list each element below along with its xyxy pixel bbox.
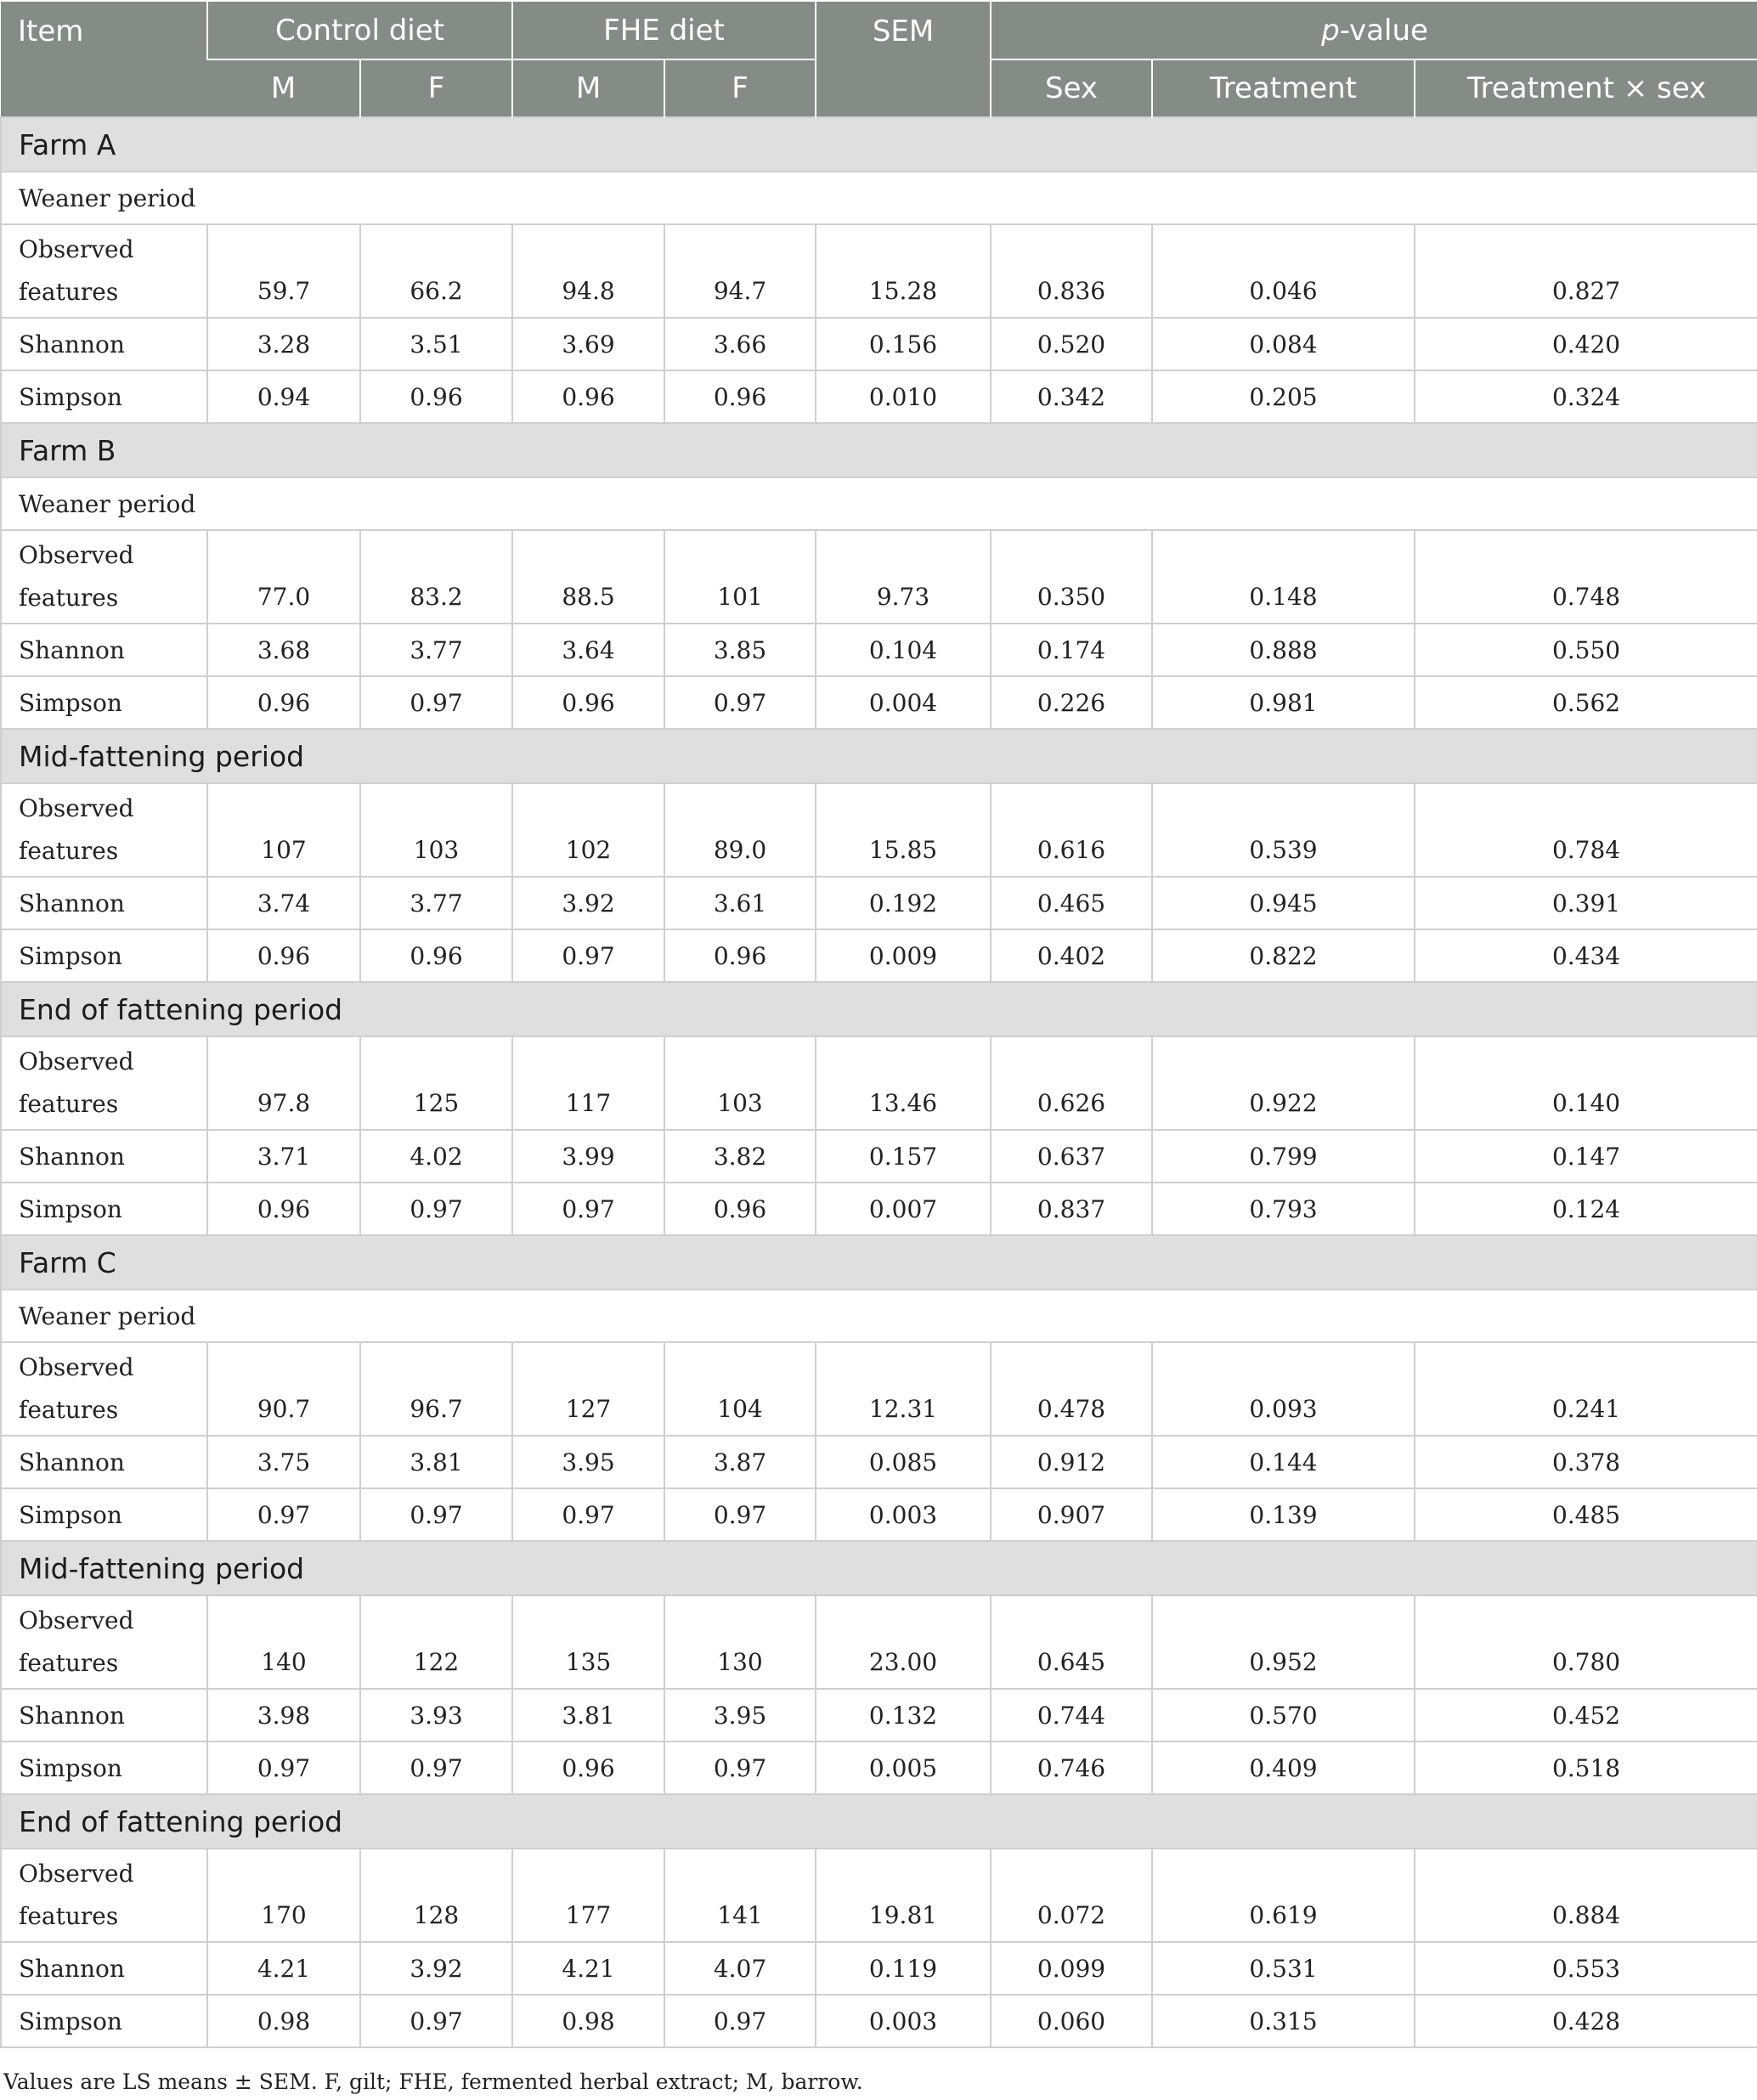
row-label-line: Observed xyxy=(19,1047,134,1075)
table-cell: 3.77 xyxy=(360,877,512,929)
table-cell: 3.99 xyxy=(512,1130,664,1183)
table-row xyxy=(1,877,1757,929)
table-cell: 0.981 xyxy=(1152,676,1415,729)
table-cell: 23.00 xyxy=(816,1595,991,1689)
table-cell: 94.7 xyxy=(664,224,816,318)
table-cell: 0.060 xyxy=(991,1995,1152,2047)
table-cell: 0.003 xyxy=(816,1488,991,1541)
table-cell: 0.378 xyxy=(1415,1436,1757,1488)
table-cell: 0.147 xyxy=(1415,1130,1757,1183)
table-cell: 89.0 xyxy=(664,783,816,877)
table-cell: 101 xyxy=(664,530,816,624)
table-cell: 3.71 xyxy=(207,1130,360,1183)
table-row xyxy=(1,1036,1757,1130)
table-cell: 4.21 xyxy=(512,1942,664,1995)
table-cell: 0.010 xyxy=(816,370,991,423)
table-cell: 3.95 xyxy=(512,1436,664,1488)
table-cell: 0.945 xyxy=(1152,877,1415,929)
table-cell: 0.409 xyxy=(1152,1742,1415,1794)
row-label-line: features xyxy=(19,1396,119,1424)
table-cell: 0.192 xyxy=(816,877,991,929)
section-label: Farm C xyxy=(1,1235,1757,1290)
table-cell: 0.616 xyxy=(991,783,1152,877)
table-cell: 0.97 xyxy=(360,1995,512,2047)
header-interaction: Treatment × sex xyxy=(1415,59,1757,117)
table-cell: 0.174 xyxy=(991,624,1152,676)
row-label-line: features xyxy=(19,1090,119,1118)
header-p-value xyxy=(991,2,1757,59)
row-label-line: Shannon xyxy=(19,1142,125,1171)
table-row xyxy=(1,929,1757,982)
table-cell: 0.799 xyxy=(1152,1130,1415,1183)
table-cell: 3.98 xyxy=(207,1689,360,1742)
row-label-line: Observed xyxy=(19,1353,134,1381)
table-cell: 0.748 xyxy=(1415,530,1757,624)
table-cell: 0.97 xyxy=(664,1488,816,1541)
table-cell: 0.531 xyxy=(1152,1942,1415,1995)
table-cell: 0.518 xyxy=(1415,1742,1757,1794)
table-cell: 0.626 xyxy=(991,1036,1152,1130)
table-cell: 0.148 xyxy=(1152,530,1415,624)
table-cell: 59.7 xyxy=(207,224,360,318)
row-label-line: Observed xyxy=(19,1606,134,1634)
header-sem: SEM xyxy=(816,2,991,117)
table-cell: 3.95 xyxy=(664,1689,816,1742)
section-label: End of fattening period xyxy=(1,1794,1757,1849)
table-cell: 122 xyxy=(360,1595,512,1689)
table-cell: 4.21 xyxy=(207,1942,360,1995)
table-cell: 3.61 xyxy=(664,877,816,929)
table-row xyxy=(1,783,1757,877)
table-cell: 0.96 xyxy=(360,929,512,982)
table-cell: 0.97 xyxy=(512,929,664,982)
table-cell: 0.350 xyxy=(991,530,1152,624)
table-cell: 0.97 xyxy=(512,1488,664,1541)
table-cell: 0.97 xyxy=(207,1488,360,1541)
row-label-line: features xyxy=(19,1902,119,1930)
row-label xyxy=(1,929,207,982)
table-cell: 127 xyxy=(512,1342,664,1436)
table-cell: 107 xyxy=(207,783,360,877)
row-label-line: Simpson xyxy=(19,2007,122,2035)
table-row xyxy=(1,1942,1757,1995)
table-cell: 0.97 xyxy=(664,1995,816,2047)
table-cell: 0.96 xyxy=(664,370,816,423)
row-label xyxy=(1,1488,207,1541)
table-cell: 13.46 xyxy=(816,1036,991,1130)
row-label-line: features xyxy=(19,837,119,865)
alpha-diversity-table xyxy=(0,2,1757,2048)
table-cell: 135 xyxy=(512,1595,664,1689)
row-label xyxy=(1,1849,207,1942)
header-control-diet: Control diet xyxy=(207,2,512,59)
table-cell: 0.97 xyxy=(360,1742,512,1794)
table-row xyxy=(1,1342,1757,1436)
table-cell: 3.74 xyxy=(207,877,360,929)
table-cell: 0.784 xyxy=(1415,783,1757,877)
table-cell: 0.827 xyxy=(1415,224,1757,318)
table-cell: 0.570 xyxy=(1152,1689,1415,1742)
row-label xyxy=(1,1130,207,1183)
header-p-suffix: -value xyxy=(1339,13,1428,48)
row-label xyxy=(1,1036,207,1130)
table-cell: 3.81 xyxy=(360,1436,512,1488)
period-label: Weaner period xyxy=(1,477,1757,530)
table-cell: 130 xyxy=(664,1595,816,1689)
table-cell: 177 xyxy=(512,1849,664,1942)
section-row xyxy=(1,1235,1757,1290)
table-cell: 0.645 xyxy=(991,1595,1152,1689)
table-cell: 0.157 xyxy=(816,1130,991,1183)
table-cell: 0.97 xyxy=(512,1183,664,1235)
table-cell: 77.0 xyxy=(207,530,360,624)
table-cell: 0.746 xyxy=(991,1742,1152,1794)
section-label: Farm A xyxy=(1,117,1757,172)
table-cell: 0.98 xyxy=(207,1995,360,2047)
table-cell: 0.884 xyxy=(1415,1849,1757,1942)
table-cell: 0.793 xyxy=(1152,1183,1415,1235)
table-cell: 4.02 xyxy=(360,1130,512,1183)
table-cell: 0.324 xyxy=(1415,370,1757,423)
table-cell: 0.619 xyxy=(1152,1849,1415,1942)
table-cell: 0.94 xyxy=(207,370,360,423)
row-label-line: Shannon xyxy=(19,1448,125,1476)
table-cell: 0.005 xyxy=(816,1742,991,1794)
table-cell: 140 xyxy=(207,1595,360,1689)
table-cell: 0.98 xyxy=(512,1995,664,2047)
header-fhe-diet: FHE diet xyxy=(512,2,816,59)
row-label-line: Simpson xyxy=(19,1194,122,1223)
table-cell: 15.28 xyxy=(816,224,991,318)
header-item: Item xyxy=(1,2,207,117)
table-cell: 103 xyxy=(664,1036,816,1130)
table-cell: 0.205 xyxy=(1152,370,1415,423)
table-cell: 0.104 xyxy=(816,624,991,676)
table-cell: 0.140 xyxy=(1415,1036,1757,1130)
header-fhe-m: M xyxy=(512,59,664,117)
row-label-line: features xyxy=(19,1649,119,1677)
table-row xyxy=(1,370,1757,423)
header-control-m: M xyxy=(207,59,360,117)
table-cell: 12.31 xyxy=(816,1342,991,1436)
row-label xyxy=(1,530,207,624)
table-cell: 0.912 xyxy=(991,1436,1152,1488)
table-row xyxy=(1,624,1757,676)
row-label-line: Simpson xyxy=(19,688,122,717)
table-cell: 0.241 xyxy=(1415,1342,1757,1436)
row-label-line: Simpson xyxy=(19,382,122,411)
table-cell: 90.7 xyxy=(207,1342,360,1436)
table-cell: 3.92 xyxy=(512,877,664,929)
table-cell: 3.93 xyxy=(360,1689,512,1742)
row-label xyxy=(1,1183,207,1235)
table-cell: 125 xyxy=(360,1036,512,1130)
table-cell: 0.144 xyxy=(1152,1436,1415,1488)
table-row xyxy=(1,1183,1757,1235)
table-cell: 0.520 xyxy=(991,318,1152,370)
table-cell: 0.539 xyxy=(1152,783,1415,877)
table-cell: 3.75 xyxy=(207,1436,360,1488)
table-row xyxy=(1,1742,1757,1794)
table-cell: 0.434 xyxy=(1415,929,1757,982)
table-cell: 0.428 xyxy=(1415,1995,1757,2047)
header-fhe-f: F xyxy=(664,59,816,117)
period-row xyxy=(1,172,1757,224)
table-cell: 3.66 xyxy=(664,318,816,370)
table-cell: 0.046 xyxy=(1152,224,1415,318)
table-cell: 0.085 xyxy=(816,1436,991,1488)
table-cell: 9.73 xyxy=(816,530,991,624)
table-cell: 170 xyxy=(207,1849,360,1942)
table-cell: 0.156 xyxy=(816,318,991,370)
period-row xyxy=(1,1290,1757,1342)
table-cell: 0.003 xyxy=(816,1995,991,2047)
table-row xyxy=(1,1130,1757,1183)
table-cell: 0.96 xyxy=(512,676,664,729)
row-label xyxy=(1,624,207,676)
table-cell: 0.342 xyxy=(991,370,1152,423)
table-cell: 3.51 xyxy=(360,318,512,370)
table-body xyxy=(1,117,1757,2047)
table-row xyxy=(1,1436,1757,1488)
section-row xyxy=(1,1794,1757,1849)
table-cell: 0.888 xyxy=(1152,624,1415,676)
table-row xyxy=(1,1595,1757,1689)
table-cell: 0.226 xyxy=(991,676,1152,729)
row-label xyxy=(1,1742,207,1794)
row-label xyxy=(1,676,207,729)
table-cell: 3.81 xyxy=(512,1689,664,1742)
table-cell: 0.96 xyxy=(512,370,664,423)
table-cell: 102 xyxy=(512,783,664,877)
table-cell: 0.562 xyxy=(1415,676,1757,729)
section-label: Mid-fattening period xyxy=(1,1541,1757,1595)
table-cell: 0.485 xyxy=(1415,1488,1757,1541)
table-cell: 0.132 xyxy=(816,1689,991,1742)
row-label xyxy=(1,370,207,423)
period-label: Weaner period xyxy=(1,1290,1757,1342)
table-cell: 0.009 xyxy=(816,929,991,982)
table-cell: 0.465 xyxy=(991,877,1152,929)
table-cell: 104 xyxy=(664,1342,816,1436)
table-cell: 128 xyxy=(360,1849,512,1942)
row-label xyxy=(1,1995,207,2047)
table-cell: 19.81 xyxy=(816,1849,991,1942)
header-treatment: Treatment xyxy=(1152,59,1415,117)
table-cell: 0.452 xyxy=(1415,1689,1757,1742)
table-row xyxy=(1,1488,1757,1541)
table-cell: 3.92 xyxy=(360,1942,512,1995)
table-cell: 3.85 xyxy=(664,624,816,676)
section-label: End of fattening period xyxy=(1,982,1757,1036)
row-label-line: Observed xyxy=(19,541,134,569)
row-label xyxy=(1,1595,207,1689)
period-row xyxy=(1,477,1757,530)
table-row xyxy=(1,318,1757,370)
table-cell: 0.099 xyxy=(991,1942,1152,1995)
table-row xyxy=(1,1689,1757,1742)
row-label-line: Simpson xyxy=(19,941,122,970)
table-footnote: Values are LS means ± SEM. F, gilt; FHE, fermented herbal extract; M, barrow. xyxy=(3,2069,863,2094)
row-label-line: Observed xyxy=(19,794,134,822)
table-cell: 0.315 xyxy=(1152,1995,1415,2047)
table-cell: 0.478 xyxy=(991,1342,1152,1436)
table-cell: 96.7 xyxy=(360,1342,512,1436)
table-cell: 0.084 xyxy=(1152,318,1415,370)
table-cell: 3.68 xyxy=(207,624,360,676)
row-label xyxy=(1,1689,207,1742)
table-cell: 0.96 xyxy=(360,370,512,423)
table-cell: 0.007 xyxy=(816,1183,991,1235)
table-cell: 103 xyxy=(360,783,512,877)
row-label-line: Shannon xyxy=(19,330,125,358)
table-cell: 3.77 xyxy=(360,624,512,676)
table-row xyxy=(1,1849,1757,1942)
table-cell: 0.550 xyxy=(1415,624,1757,676)
table-cell: 0.836 xyxy=(991,224,1152,318)
table-cell: 0.837 xyxy=(991,1183,1152,1235)
table-cell: 3.64 xyxy=(512,624,664,676)
table-cell: 0.907 xyxy=(991,1488,1152,1541)
table-cell: 0.072 xyxy=(991,1849,1152,1942)
table-cell: 0.97 xyxy=(360,1488,512,1541)
table-cell: 0.402 xyxy=(991,929,1152,982)
table-cell: 0.093 xyxy=(1152,1342,1415,1436)
table-cell: 66.2 xyxy=(360,224,512,318)
table-cell: 0.97 xyxy=(360,676,512,729)
row-label-line: Observed xyxy=(19,235,134,263)
table-cell: 0.139 xyxy=(1152,1488,1415,1541)
table-cell: 0.553 xyxy=(1415,1942,1757,1995)
table-cell: 0.96 xyxy=(664,929,816,982)
table-cell: 0.952 xyxy=(1152,1595,1415,1689)
section-row xyxy=(1,982,1757,1036)
table-cell: 94.8 xyxy=(512,224,664,318)
section-label: Mid-fattening period xyxy=(1,729,1757,783)
table-cell: 0.96 xyxy=(512,1742,664,1794)
table-header xyxy=(1,2,1757,117)
section-row xyxy=(1,1541,1757,1595)
row-label-line: Simpson xyxy=(19,1500,122,1529)
table-cell: 0.922 xyxy=(1152,1036,1415,1130)
table-cell: 0.744 xyxy=(991,1689,1152,1742)
table-cell: 0.119 xyxy=(816,1942,991,1995)
row-label xyxy=(1,224,207,318)
row-label-line: Shannon xyxy=(19,1701,125,1730)
table-cell: 88.5 xyxy=(512,530,664,624)
table-cell: 3.87 xyxy=(664,1436,816,1488)
table-cell: 3.69 xyxy=(512,318,664,370)
row-label-line: features xyxy=(19,278,119,306)
table-cell: 0.391 xyxy=(1415,877,1757,929)
table-cell: 0.96 xyxy=(207,1183,360,1235)
table-cell: 83.2 xyxy=(360,530,512,624)
table-cell: 0.97 xyxy=(207,1742,360,1794)
row-label-line: Shannon xyxy=(19,889,125,917)
section-row xyxy=(1,117,1757,172)
header-p-italic: p xyxy=(1321,13,1340,48)
section-label: Farm B xyxy=(1,423,1757,477)
row-label xyxy=(1,1342,207,1436)
table-row xyxy=(1,1995,1757,2047)
section-row xyxy=(1,423,1757,477)
row-label-line: Observed xyxy=(19,1860,134,1888)
row-label-line: Simpson xyxy=(19,1753,122,1782)
table-cell: 0.97 xyxy=(664,676,816,729)
table-cell: 0.96 xyxy=(207,676,360,729)
table-cell: 0.124 xyxy=(1415,1183,1757,1235)
table-cell: 0.420 xyxy=(1415,318,1757,370)
table-cell: 0.637 xyxy=(991,1130,1152,1183)
header-control-f: F xyxy=(360,59,512,117)
table-cell: 3.28 xyxy=(207,318,360,370)
row-label xyxy=(1,1942,207,1995)
period-label: Weaner period xyxy=(1,172,1757,224)
table-cell: 0.780 xyxy=(1415,1595,1757,1689)
row-label xyxy=(1,1436,207,1488)
table-cell: 141 xyxy=(664,1849,816,1942)
table-cell: 0.004 xyxy=(816,676,991,729)
row-label-line: Shannon xyxy=(19,635,125,664)
section-row xyxy=(1,729,1757,783)
table-cell: 0.96 xyxy=(207,929,360,982)
row-label xyxy=(1,783,207,877)
table-row xyxy=(1,676,1757,729)
row-label-line: Shannon xyxy=(19,1954,125,1983)
table-cell: 117 xyxy=(512,1036,664,1130)
table-cell: 0.822 xyxy=(1152,929,1415,982)
row-label xyxy=(1,318,207,370)
table-row xyxy=(1,224,1757,318)
header-sex: Sex xyxy=(991,59,1152,117)
row-label xyxy=(1,877,207,929)
table-cell: 15.85 xyxy=(816,783,991,877)
table-cell: 3.82 xyxy=(664,1130,816,1183)
table-cell: 0.97 xyxy=(360,1183,512,1235)
table-cell: 4.07 xyxy=(664,1942,816,1995)
table-cell: 0.96 xyxy=(664,1183,816,1235)
table-cell: 97.8 xyxy=(207,1036,360,1130)
table-cell: 0.97 xyxy=(664,1742,816,1794)
table-row xyxy=(1,530,1757,624)
row-label-line: features xyxy=(19,584,119,612)
